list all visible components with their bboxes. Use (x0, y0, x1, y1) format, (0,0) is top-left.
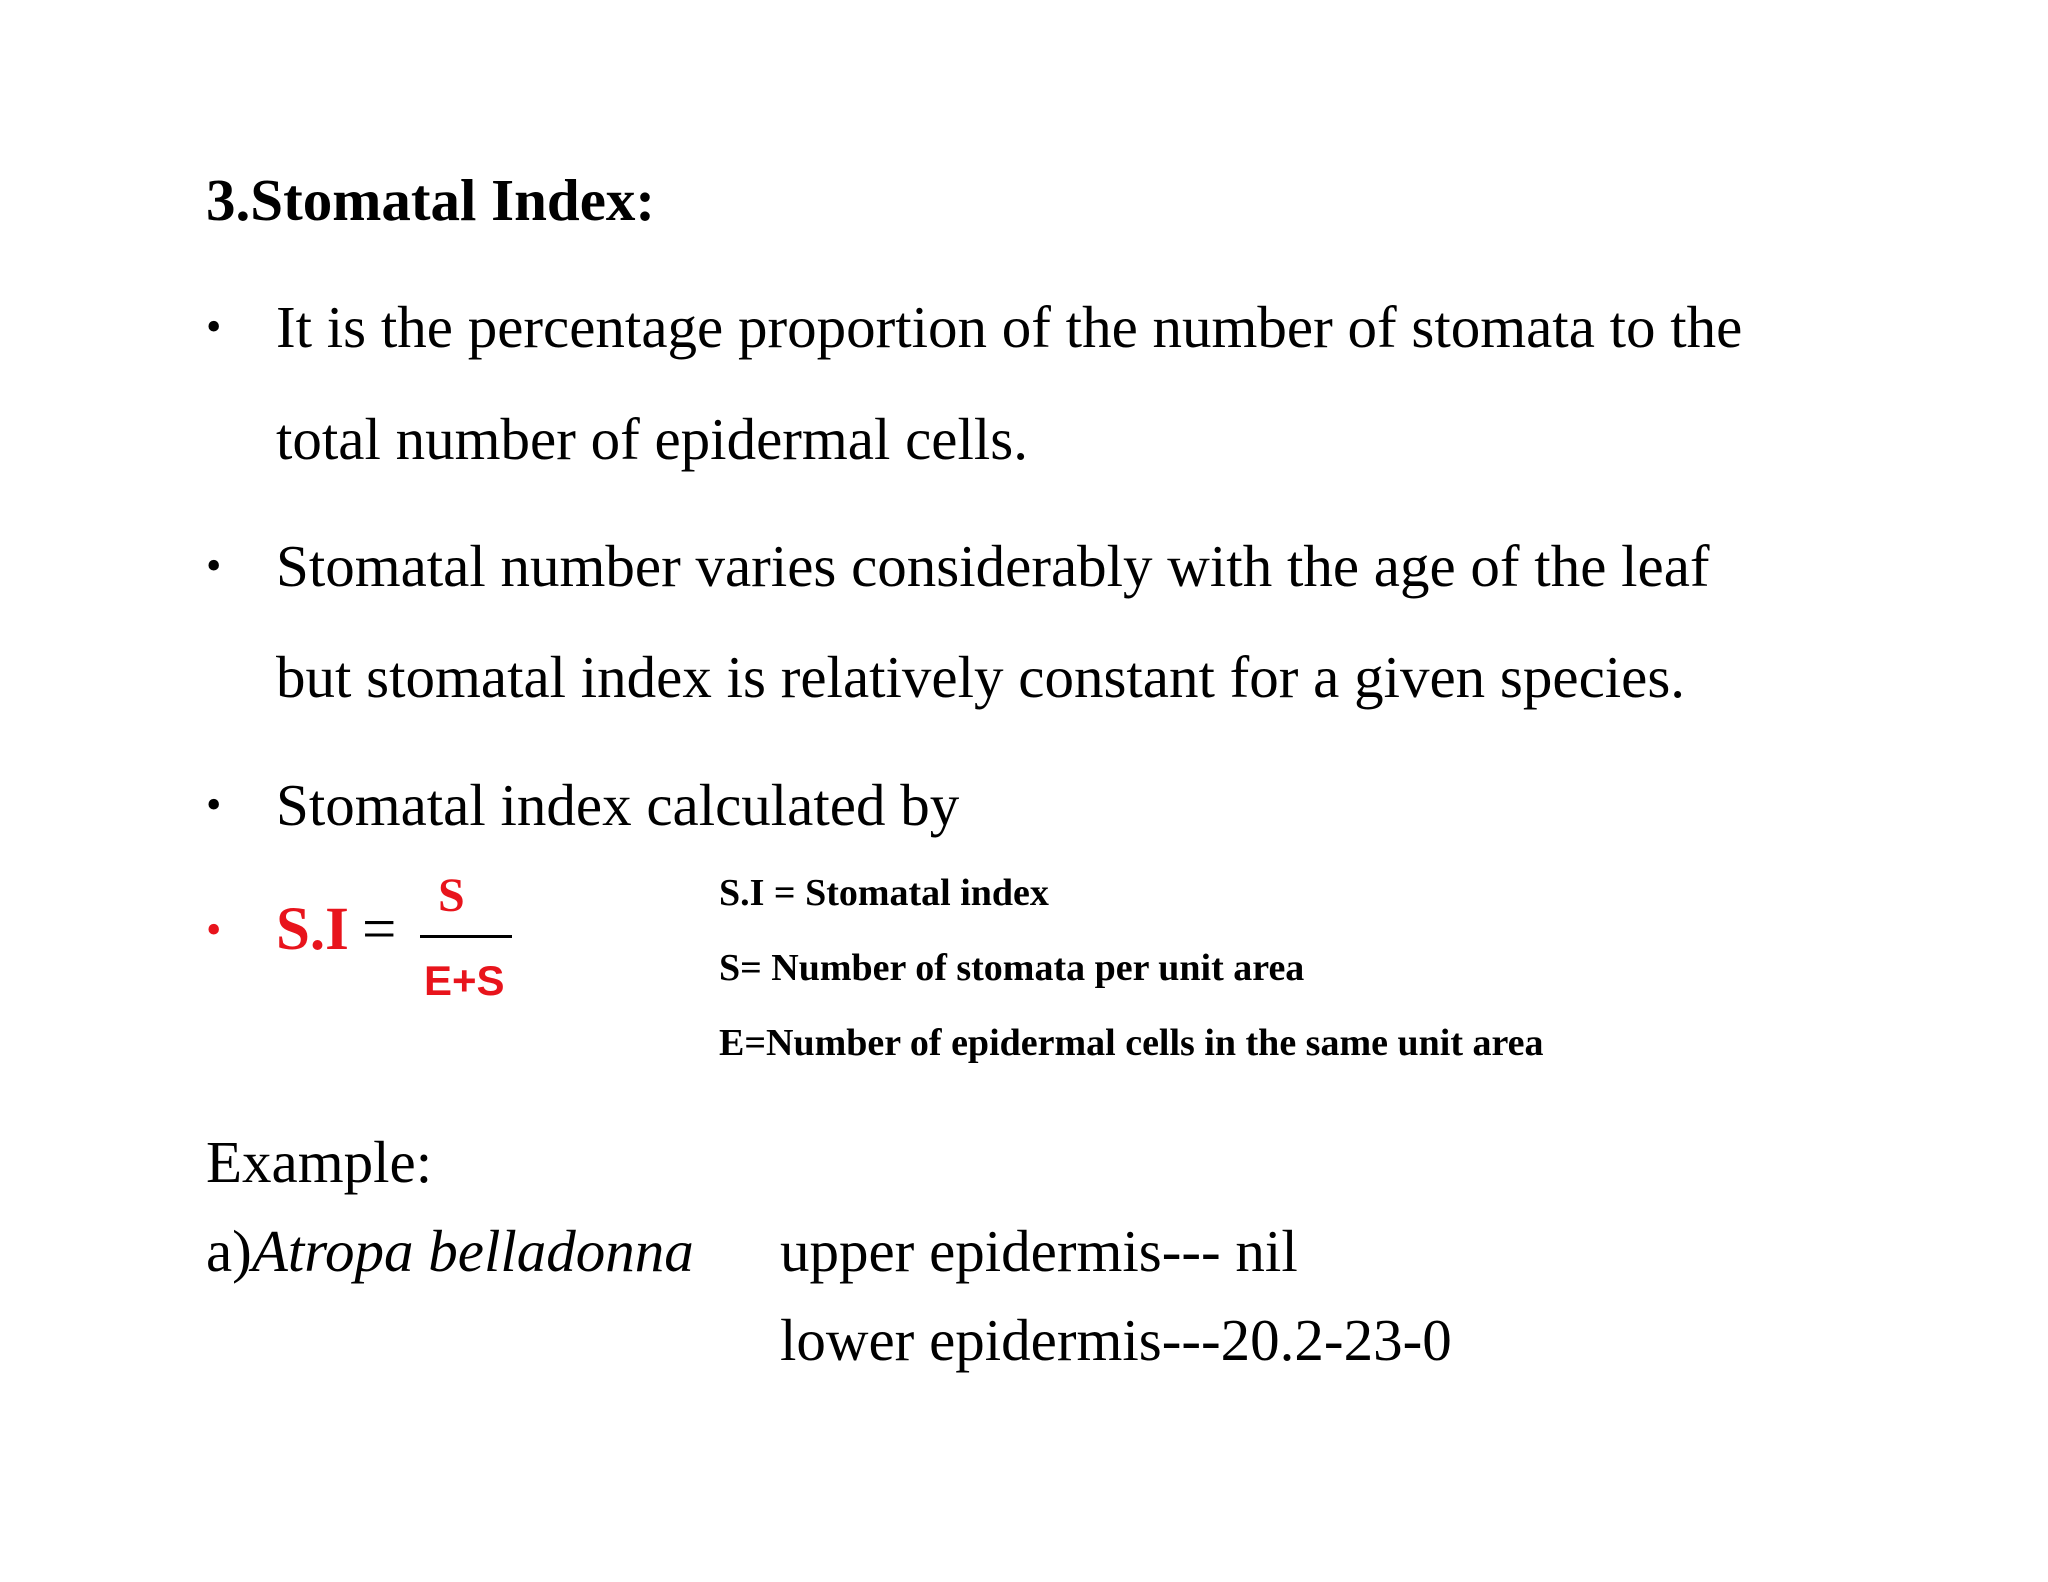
bullet-marker: • (206, 780, 222, 829)
example-item-prefix: a) (206, 1218, 252, 1284)
definition-e: E=Number of epidermal cells in the same unit area (719, 1022, 1544, 1064)
fraction-numerator: S (438, 869, 465, 922)
fraction-bar (420, 935, 512, 938)
bullet-marker: • (206, 541, 222, 590)
bullet-1-line-1: It is the percentage proportion of the number of stomata to the (276, 294, 1743, 360)
example-upper-epidermis: upper epidermis--- nil (780, 1218, 1298, 1284)
definition-si: S.I = Stomatal index (719, 872, 1049, 914)
formula-bullet-marker: • (206, 905, 222, 954)
bullet-1-line-2: total number of epidermal cells. (276, 406, 1028, 472)
formula-label: S.I (276, 896, 349, 963)
example-item (206, 1216, 694, 1286)
definition-s: S= Number of stomata per unit area (719, 947, 1305, 989)
fraction-denominator: E+S (424, 957, 505, 1004)
example-lower-epidermis: lower epidermis---20.2-23-0 (780, 1307, 1452, 1373)
bullet-2-line-2: but stomatal index is relatively constant for a given species. (276, 644, 1686, 710)
formula-equals: = (362, 896, 397, 963)
example-species: Atropa belladonna (251, 1218, 694, 1284)
bullet-marker: • (206, 302, 222, 351)
slide-title: 3.Stomatal Index: (206, 167, 656, 233)
example-title: Example: (206, 1129, 433, 1195)
bullet-2-line-1: Stomatal number varies considerably with the age of the leaf (276, 533, 1710, 599)
bullet-3-line-1: Stomatal index calculated by (276, 772, 960, 838)
